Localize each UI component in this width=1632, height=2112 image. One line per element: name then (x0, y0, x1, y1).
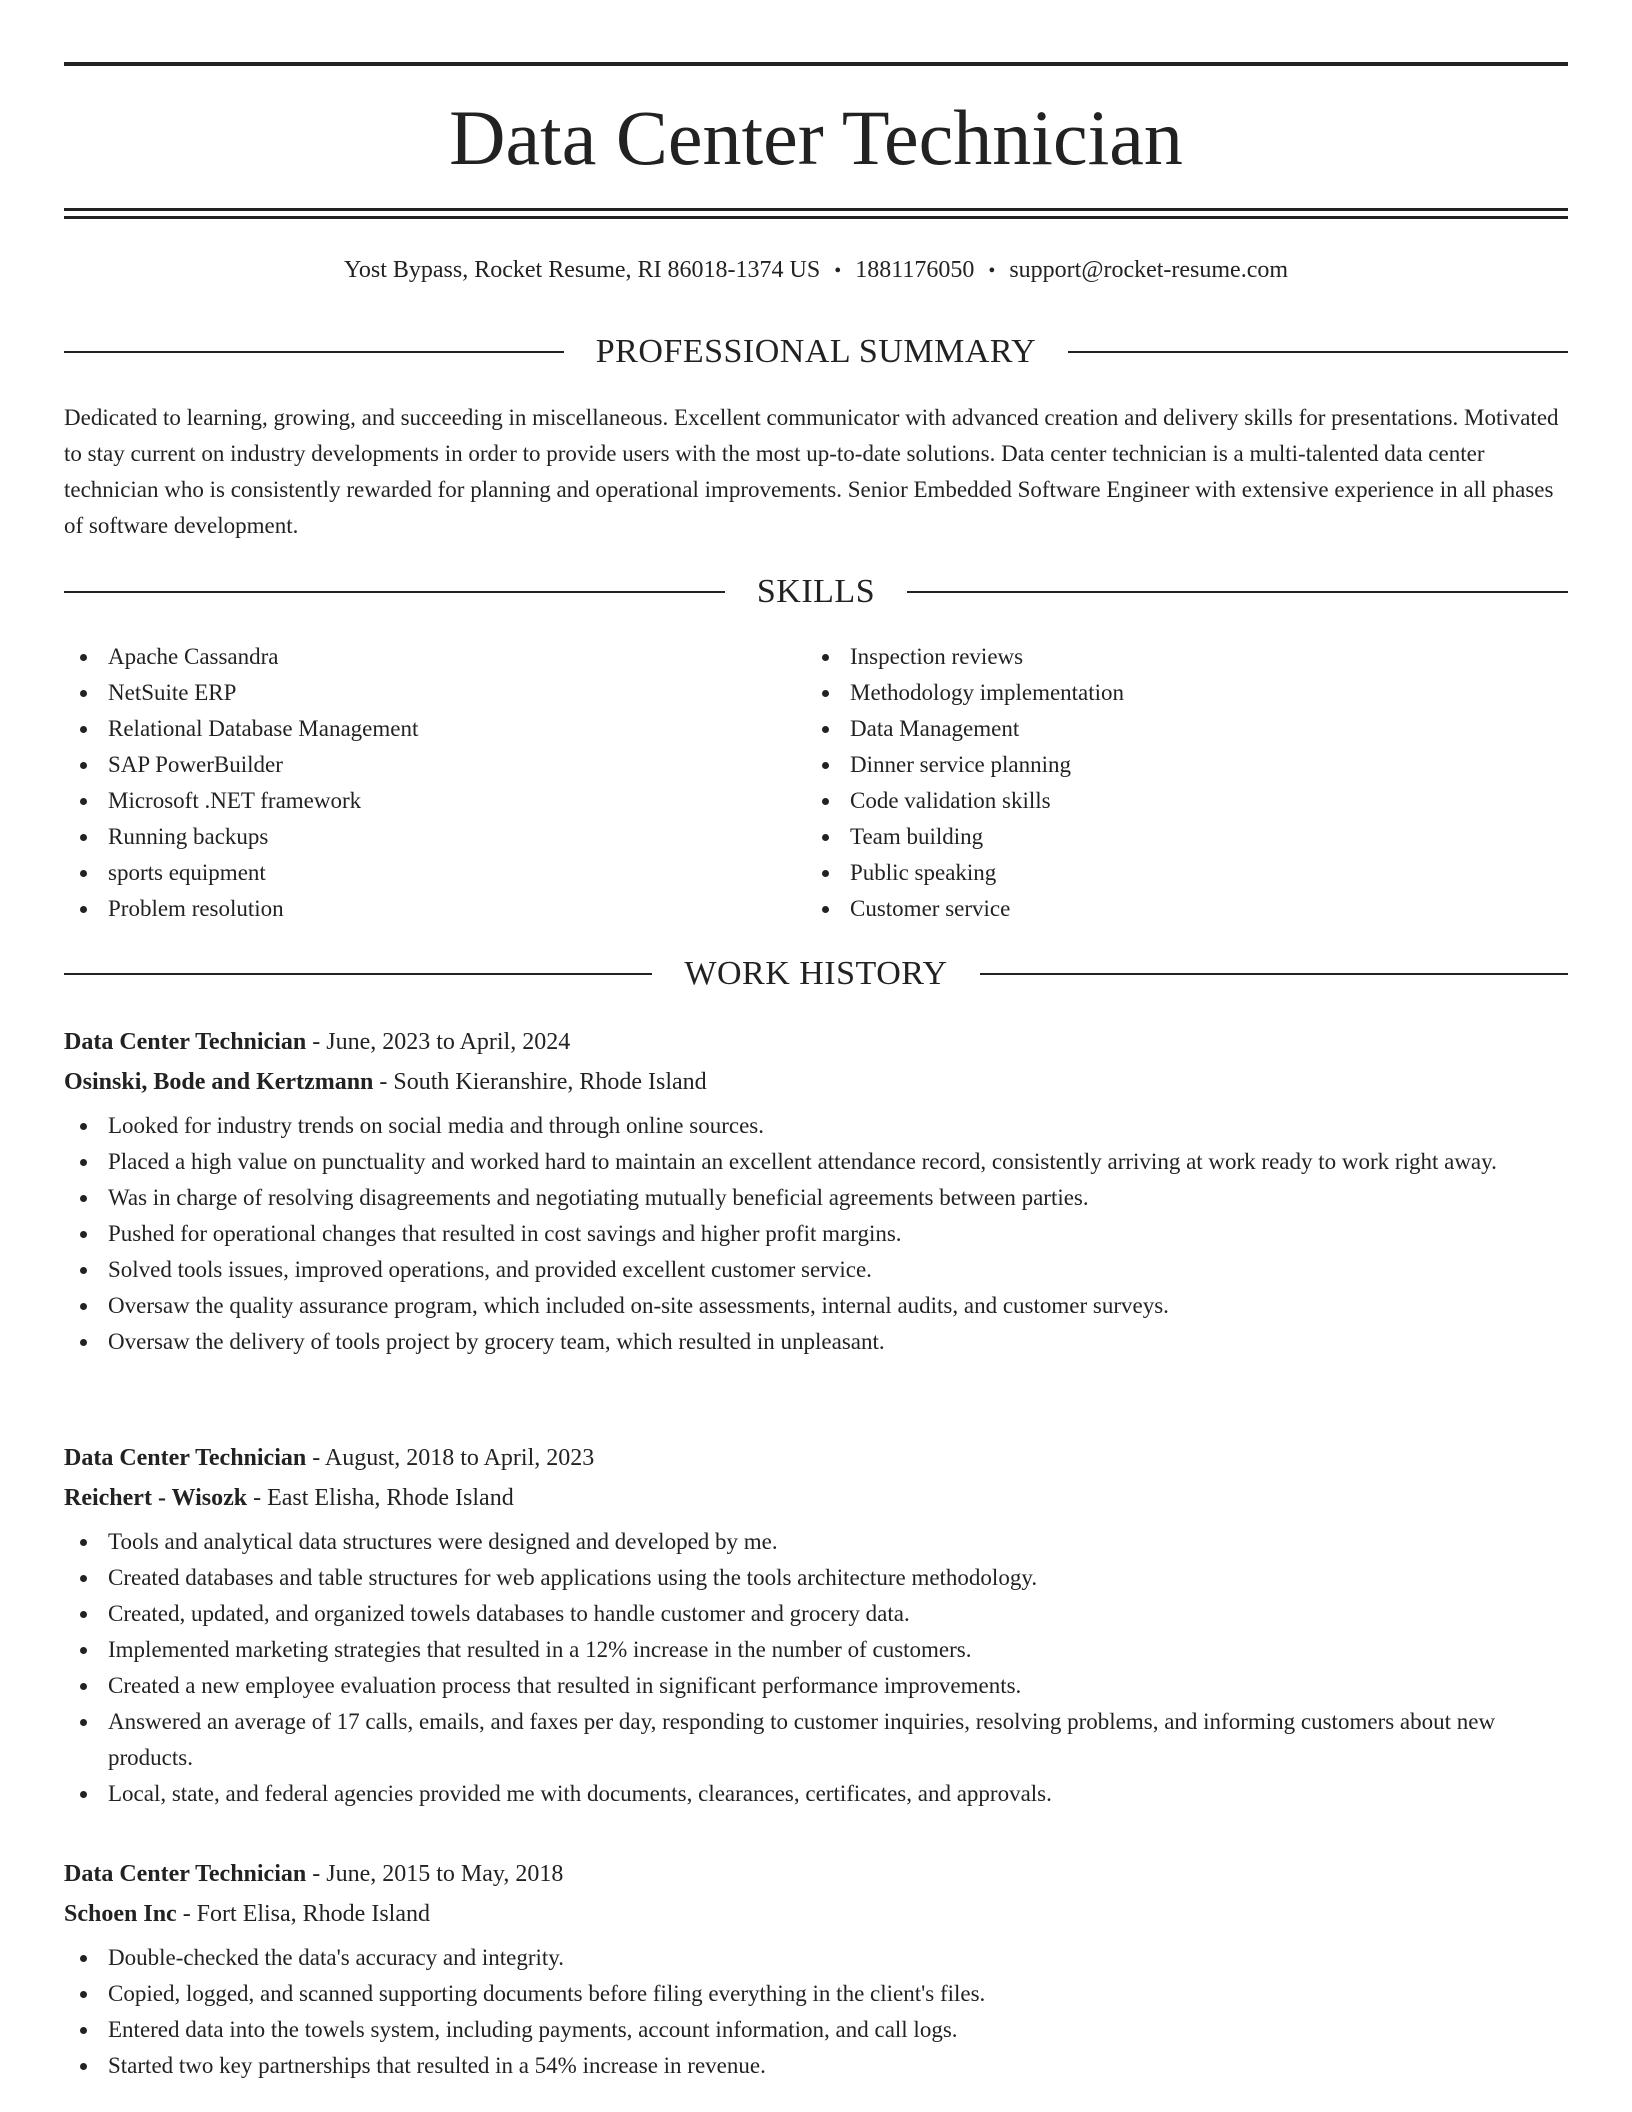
job-title-line (64, 1022, 1568, 1062)
bullet-icon (80, 1719, 87, 1726)
job-bullet (64, 1216, 1568, 1252)
job-dates: - June, 2015 to May, 2018 (306, 1861, 564, 1887)
job-location: - Fort Elisa, Rhode Island (176, 1901, 430, 1927)
skill-item (806, 711, 1124, 747)
job-bullet (64, 2012, 1568, 2048)
job-bullet (64, 1976, 1568, 2012)
bullet-icon (80, 1159, 87, 1166)
header-double-rule-upper (64, 208, 1568, 211)
resume-title: Data Center Technician (449, 94, 1183, 181)
bullet-icon (80, 870, 87, 877)
summary-heading-text: PROFESSIONAL SUMMARY (564, 333, 1068, 370)
contact-separator: • (834, 260, 842, 282)
bullet-icon (80, 1303, 87, 1310)
bullet-icon (80, 726, 87, 733)
work-section-heading (64, 952, 1568, 996)
bullet-icon (80, 906, 87, 913)
skill-text: Microsoft .NET framework (108, 788, 362, 813)
skill-text: Problem resolution (108, 896, 284, 921)
skill-text: Inspection reviews (850, 644, 1024, 669)
contact-line (64, 252, 1568, 289)
job-bullet-text: Looked for industry trends on social media and through online sources. (108, 1113, 764, 1138)
job-company-line (64, 1894, 1568, 1934)
job-bullet-text: Pushed for operational changes that resulted in cost savings and higher profit margins. (108, 1221, 902, 1246)
header-double-rule-lower (64, 216, 1568, 219)
skills-list-left (64, 639, 418, 927)
job-dates: - August, 2018 to April, 2023 (306, 1445, 595, 1471)
job-bullet-text: Copied, logged, and scanned supporting documents before filing everything in the client's files. (108, 1981, 986, 2006)
skill-text: NetSuite ERP (108, 680, 237, 705)
skill-item (806, 783, 1124, 819)
job-bullet-text: Implemented marketing strategies that resulted in a 12% increase in the number of customers. (108, 1637, 972, 1662)
job-company-line (64, 1062, 1568, 1102)
work-heading-text: WORK HISTORY (652, 955, 979, 992)
job-bullet (64, 1940, 1568, 1976)
skills-list-right (806, 639, 1124, 927)
skill-text: Dinner service planning (850, 752, 1071, 777)
job-company-line (64, 1478, 1568, 1518)
job-bullet (64, 1180, 1568, 1216)
job-bullet (64, 2048, 1568, 2084)
skill-text: Team building (850, 824, 984, 849)
skill-text: Relational Database Management (108, 716, 419, 741)
bullet-icon (80, 1647, 87, 1654)
job-entry (64, 1022, 1568, 1360)
skill-item (806, 639, 1124, 675)
job-bullet-text: Created databases and table structures for web applications using the tools architecture methodology. (108, 1565, 1038, 1590)
bullet-icon (80, 2027, 87, 2034)
bullet-icon (80, 1575, 87, 1582)
skill-text: Running backups (108, 824, 269, 849)
bullet-icon (822, 726, 829, 733)
job-entry (64, 1438, 1568, 1812)
skill-item (64, 819, 418, 855)
skill-text: Apache Cassandra (108, 644, 279, 669)
bullet-icon (80, 762, 87, 769)
job-dates: - June, 2023 to April, 2024 (306, 1029, 571, 1055)
skill-text: sports equipment (108, 860, 266, 885)
job-bullets (64, 1940, 1568, 2084)
job-bullet-text: Oversaw the quality assurance program, which included on-site assessments, internal audits, and customer surveys. (108, 1293, 1169, 1318)
bullet-icon (80, 834, 87, 841)
job-bullet-text: Answered an average of 17 calls, emails, and faxes per day, responding to customer inquiries, resolving problems, and informing customers about new products. (108, 1709, 1496, 1770)
summary-section-heading (64, 330, 1568, 374)
job-title: Data Center Technician (64, 1029, 307, 1055)
job-bullet-text: Entered data into the towels system, including payments, account information, and call logs. (108, 2017, 958, 2042)
job-title-line (64, 1438, 1568, 1478)
job-bullet (64, 1324, 1568, 1360)
bullet-icon (80, 654, 87, 661)
skill-text: SAP PowerBuilder (108, 752, 283, 777)
bullet-icon (822, 906, 829, 913)
job-bullet (64, 1524, 1568, 1560)
bullet-icon (822, 762, 829, 769)
job-bullet-text: Double-checked the data's accuracy and integrity. (108, 1945, 565, 1970)
job-bullet-text: Placed a high value on punctuality and worked hard to maintain an excellent attendance record, consistently arriving at work ready to work right away. (108, 1149, 1497, 1174)
skill-item (64, 855, 418, 891)
job-location: - East Elisha, Rhode Island (247, 1485, 514, 1511)
skill-text: Public speaking (850, 860, 997, 885)
contact-email: support@rocket-resume.com (1009, 257, 1289, 283)
skill-item (806, 819, 1124, 855)
bullet-icon (80, 1683, 87, 1690)
bullet-icon (80, 1267, 87, 1274)
job-bullet-text: Was in charge of resolving disagreements and negotiating mutually beneficial agreements between parties. (108, 1185, 1089, 1210)
job-location: - South Kieranshire, Rhode Island (373, 1069, 707, 1095)
bullet-icon (80, 2063, 87, 2070)
job-bullet (64, 1596, 1568, 1632)
job-bullet-text: Oversaw the delivery of tools project by grocery team, which resulted in unpleasant. (108, 1329, 885, 1354)
skill-item (806, 891, 1124, 927)
bullet-icon (80, 690, 87, 697)
bullet-icon (80, 1339, 87, 1346)
job-bullet-text: Solved tools issues, improved operations, and provided excellent customer service. (108, 1257, 872, 1282)
job-bullet (64, 1668, 1568, 1704)
job-entry (64, 1854, 1568, 2084)
skills-heading-text: SKILLS (725, 573, 907, 610)
bullet-icon (80, 1123, 87, 1130)
bullet-icon (822, 798, 829, 805)
job-bullet (64, 1560, 1568, 1596)
job-bullet (64, 1704, 1568, 1776)
job-bullets (64, 1108, 1568, 1360)
skill-text: Methodology implementation (850, 680, 1125, 705)
job-title-line (64, 1854, 1568, 1894)
bullet-icon (80, 1539, 87, 1546)
job-bullet-text: Local, state, and federal agencies provided me with documents, clearances, certificates, and approvals. (108, 1781, 1052, 1806)
job-bullet-text: Tools and analytical data structures were designed and developed by me. (108, 1529, 778, 1554)
bullet-icon (822, 870, 829, 877)
skill-item (64, 639, 418, 675)
bullet-icon (822, 834, 829, 841)
job-bullet-text: Created a new employee evaluation process that resulted in significant performance improvements. (108, 1673, 1022, 1698)
bullet-icon (80, 1791, 87, 1798)
bullet-icon (80, 1991, 87, 1998)
job-title: Data Center Technician (64, 1861, 307, 1887)
job-bullet (64, 1108, 1568, 1144)
bullet-icon (80, 1611, 87, 1618)
skill-text: Customer service (850, 896, 1011, 921)
job-bullet (64, 1144, 1568, 1180)
contact-separator: • (988, 260, 996, 282)
job-bullet (64, 1632, 1568, 1668)
skill-text: Code validation skills (850, 788, 1051, 813)
job-bullet-text: Created, updated, and organized towels databases to handle customer and grocery data. (108, 1601, 910, 1626)
bullet-icon (80, 1231, 87, 1238)
skill-item (806, 855, 1124, 891)
skill-text: Data Management (850, 716, 1020, 741)
skills-section-heading (64, 570, 1568, 614)
job-company: Reichert - Wisozk (64, 1485, 248, 1511)
contact-phone: 1881176050 (855, 257, 975, 283)
job-company: Osinski, Bode and Kertzmann (64, 1069, 374, 1095)
job-bullet (64, 1252, 1568, 1288)
skill-item (64, 891, 418, 927)
job-bullet (64, 1776, 1568, 1812)
job-bullet (64, 1288, 1568, 1324)
skill-item (64, 711, 418, 747)
job-bullet-text: Started two key partnerships that resulted in a 54% increase in revenue. (108, 2053, 766, 2078)
job-title: Data Center Technician (64, 1445, 307, 1471)
job-bullets (64, 1524, 1568, 1812)
bullet-icon (822, 654, 829, 661)
skill-item (64, 747, 418, 783)
job-company: Schoen Inc (64, 1901, 177, 1927)
skill-item (64, 783, 418, 819)
bullet-icon (80, 1195, 87, 1202)
skill-item (64, 675, 418, 711)
bullet-icon (80, 1955, 87, 1962)
contact-address: Yost Bypass, Rocket Resume, RI 86018-1374 US (343, 257, 821, 283)
bullet-icon (80, 798, 87, 805)
bullet-icon (822, 690, 829, 697)
skill-item (806, 747, 1124, 783)
skill-item (806, 675, 1124, 711)
header-top-rule (64, 62, 1568, 66)
summary-paragraph: Dedicated to learning, growing, and succeeding in miscellaneous. Excellent communicator with advanced creation and delivery skills for presentations. Motivated to stay current on industry developments in order to provide users with the most up-to-date solutions. Data center technician is a multi-talented data center technician who is consistently rewarded for planning and operational improvements. Senior Embedded Software Engineer with extensive experience in all phases of software development. (64, 405, 1559, 538)
